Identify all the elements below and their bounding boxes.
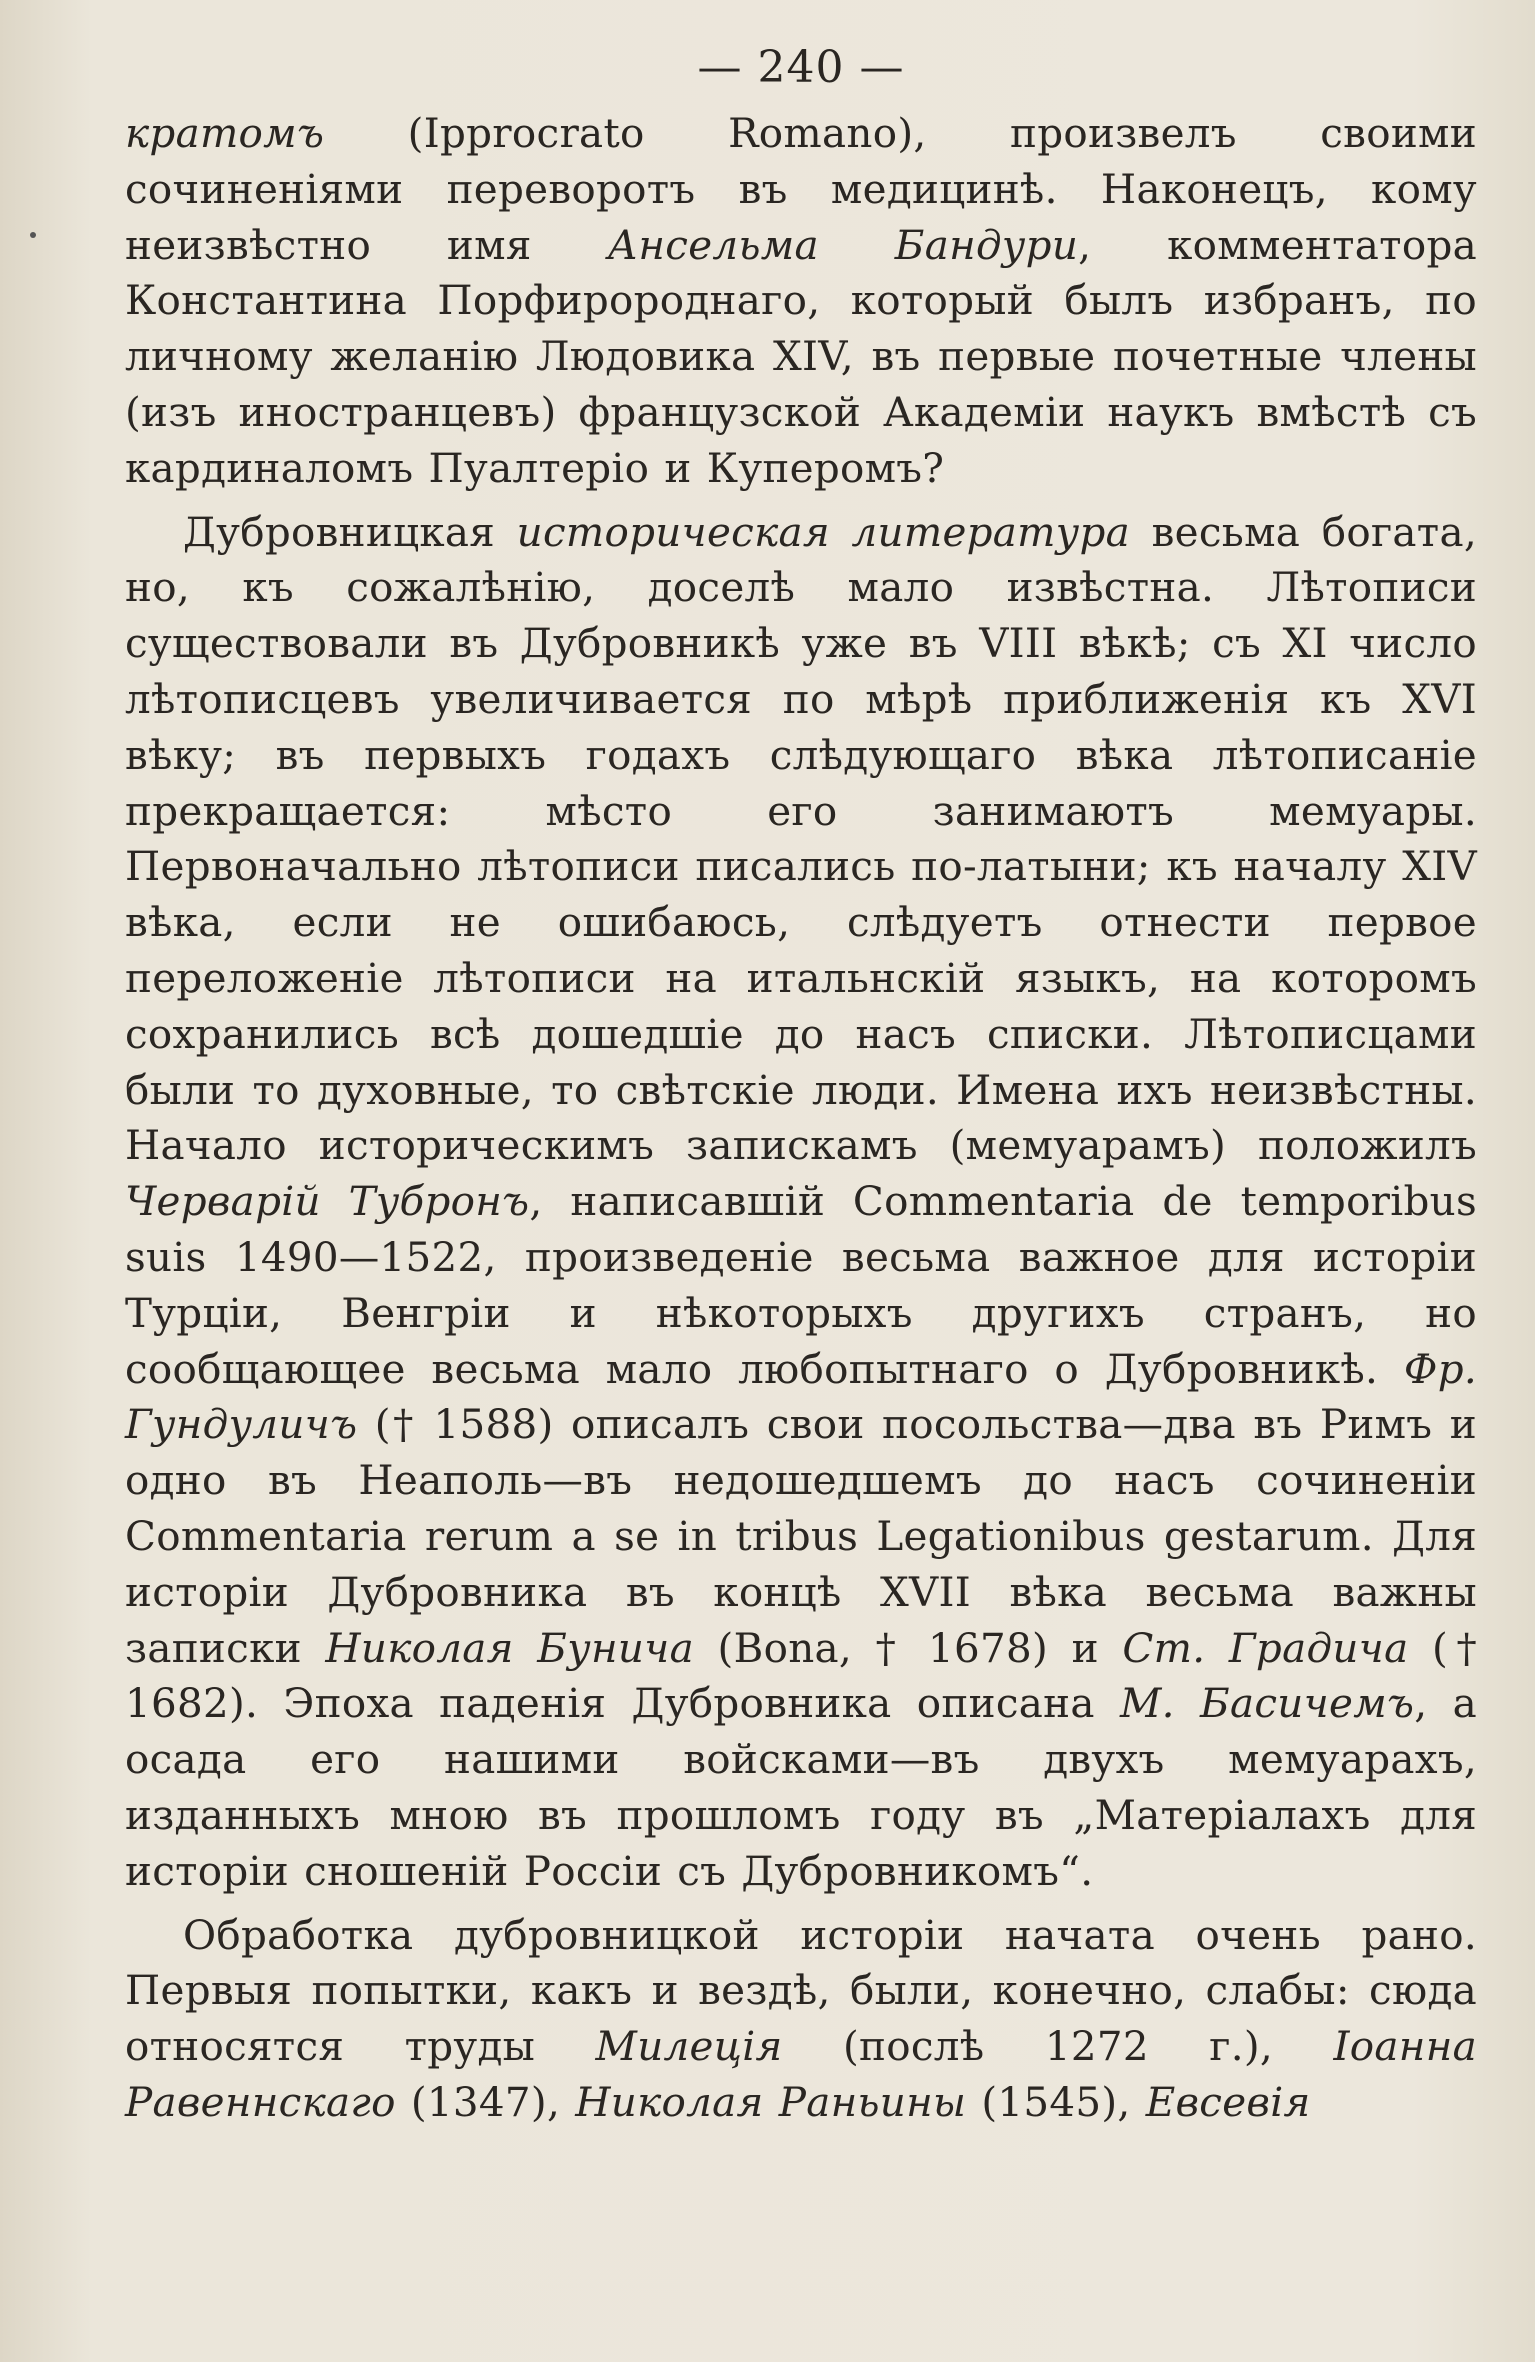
- italic-name-span: Фр. Гундуличъ: [125, 1344, 1477, 1449]
- italic-name-span: Черварій Тубронъ: [125, 1177, 530, 1226]
- italic-name-span: Іоанна Равеннскаго: [125, 2022, 1477, 2126]
- text-span: , комментатора Константина Порфиророднаго, который былъ избранъ, по личному желанію Людовика XIV, въ первые почетные члены (изъ иностранцевъ) французской Академіи наукъ вмѣстѣ съ кардиналомъ Пуалтеріо и Куперомъ?: [125, 220, 1477, 492]
- text-span: (1347),: [395, 2077, 576, 2126]
- text-span: Дубровницкая: [183, 507, 517, 556]
- italic-name-span: Николая Бунича: [325, 1623, 694, 1672]
- italic-name-span: историческая литература: [516, 507, 1131, 556]
- text-span: (Bona, † 1678) и: [694, 1623, 1123, 1672]
- margin-mark: [30, 232, 36, 238]
- text-span: , а осада его нашими войсками—въ двухъ мемуарахъ, изданныхъ мною въ прошломъ году въ „Матеріалахъ для исторіи сношеній Россіи съ Дубровникомъ“.: [125, 1679, 1477, 1895]
- paragraph: [125, 1908, 1477, 2131]
- page-number: — 240 —: [697, 42, 905, 93]
- italic-name-span: Николая Раньины: [575, 2077, 967, 2126]
- italic-name-span: Евсевія: [1145, 2077, 1311, 2126]
- text-span: (послѣ 1272 г.),: [782, 2022, 1334, 2071]
- italic-name-span: Ст. Градича: [1122, 1623, 1409, 1672]
- text-body: [125, 106, 1477, 2131]
- italic-name-span: Ансельма Бандури: [607, 220, 1079, 269]
- text-span: весьма богата, но, къ сожалѣнію, доселѣ мало извѣстна. Лѣтописи существовали въ Дубровникѣ уже въ VIII вѣкѣ; съ XI число лѣтописцевъ увеличивается по мѣрѣ приближенія къ XVI вѣку; въ первыхъ годахъ слѣдующаго вѣка лѣтописаніе прекращается: мѣсто его занимаютъ мемуары. Первоначально лѣтописи писались по-латыни; къ началу XIV вѣка, если не ошибаюсь, слѣдуетъ отнести первое переложеніе лѣтописи на итальнскій языкъ, на которомъ сохранились всѣ дошедшіе до насъ списки. Лѣтописцами были то духовные, то свѣтскіе люди. Имена ихъ неизвѣстны. Начало историческимъ запискамъ (мемуарамъ) положилъ: [125, 507, 1477, 1170]
- text-span: († 1588) описалъ свои посольства—два въ Римъ и одно въ Неаполь—въ недошедшемъ до насъ сочиненіи Commentaria rerum a se in tribus Legationibus gestarum. Для исторіи Дубровника въ концѣ XVII вѣка весьма важны записки: [125, 1400, 1477, 1672]
- paragraph: [125, 106, 1477, 497]
- text-span: , написавшій Commentaria de temporibus suis 1490—1522, произведеніе весьма важное для исторіи Турціи, Венгріи и нѣкоторыхъ другихъ странъ, но сообщающее весьма мало любопытнаго о Дубровникѣ.: [125, 1177, 1478, 1393]
- italic-name-span: кратомъ: [125, 109, 325, 157]
- text-span: (Ipprocrato Romano), произвелъ своими сочиненіями переворотъ въ медицинѣ. Наконецъ, кому неизвѣстно имя: [125, 109, 1477, 269]
- paragraph: [125, 505, 1477, 1900]
- text-span: Обработка дубровницкой исторіи начата очень рано. Первыя попытки, какъ и вездѣ, были, конечно, слабы: сюда относятся труды: [125, 1910, 1477, 2071]
- italic-name-span: Милеція: [595, 2022, 783, 2071]
- text-span: (1545),: [966, 2077, 1146, 2126]
- text-span: († 1682). Эпоха паденія Дубровника описана: [125, 1623, 1477, 1728]
- italic-name-span: М. Басичемъ: [1119, 1679, 1415, 1728]
